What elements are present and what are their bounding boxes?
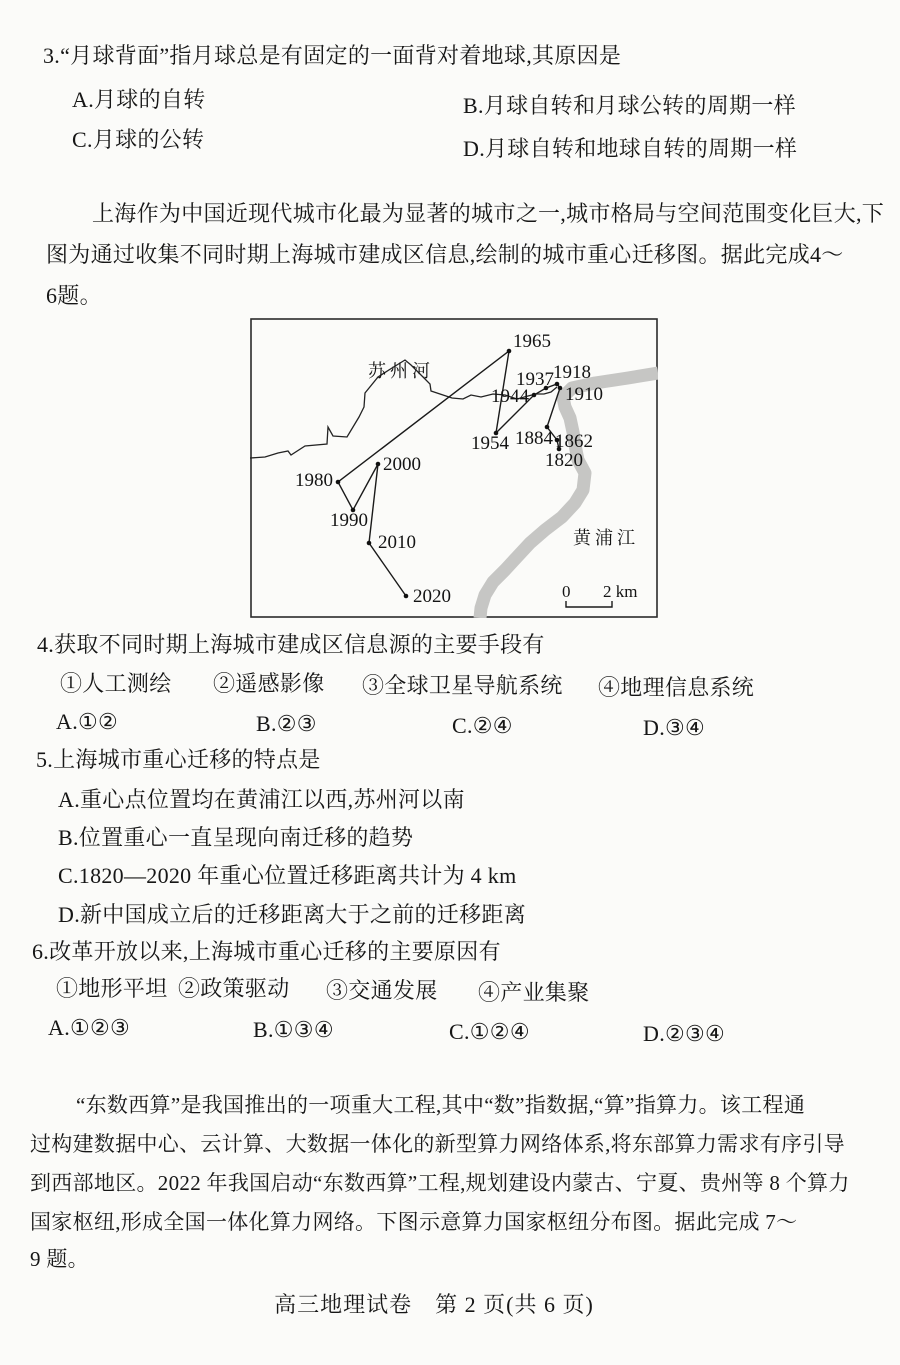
passage-computing-line-4: 国家枢纽,形成全国一体化算力网络。下图示意算力国家枢纽分布图。据此完成 7～: [30, 1210, 798, 1234]
q4-answer-a: A.①②: [56, 709, 119, 734]
map-border: [251, 319, 657, 617]
year-label-1910: 1910: [565, 384, 603, 405]
q4-answer-b: B.②③: [256, 711, 317, 736]
question-6-stem: 6.改革开放以来,上海城市重心迁移的主要原因有: [32, 939, 501, 964]
q6-item-4: ④产业集聚: [478, 980, 590, 1005]
question-3-stem: 3.“月球背面”指月球总是有固定的一面背对着地球,其原因是: [43, 43, 622, 68]
year-label-1965: 1965: [513, 331, 551, 352]
passage-computing-line-5: 9 题。: [30, 1247, 89, 1271]
scale-zero-label: 0: [562, 582, 571, 601]
question-5-stem: 5.上海城市重心迁移的特点是: [36, 747, 321, 772]
q3-option-b: B.月球自转和月球公转的周期一样: [463, 93, 796, 118]
question-4-stem: 4.获取不同时期上海城市建成区信息源的主要手段有: [37, 632, 545, 657]
q3-option-d: D.月球自转和地球自转的周期一样: [463, 136, 798, 161]
q6-answer-d: D.②③④: [643, 1021, 726, 1046]
map-figure: [250, 318, 658, 618]
year-label-1944: 1944: [491, 386, 529, 407]
passage-computing-line-1: “东数西算”是我国推出的一项重大工程,其中“数”指数据,“算”指算力。该工程通: [76, 1093, 806, 1117]
year-label-1980: 1980: [295, 470, 333, 491]
year-label-1937: 1937: [516, 369, 554, 390]
migration-point-2010: [367, 541, 372, 546]
q4-answer-c: C.②④: [452, 713, 513, 738]
migration-point-1965: [507, 349, 512, 354]
year-label-1918: 1918: [553, 362, 591, 383]
q6-answer-b: B.①③④: [253, 1017, 334, 1042]
q6-answer-a: A.①②③: [48, 1015, 131, 1040]
q3-option-a: A.月球的自转: [72, 87, 206, 112]
q6-item-3: ③交通发展: [326, 978, 438, 1003]
q6-item-2: ②政策驱动: [178, 976, 290, 1001]
year-label-1990: 1990: [330, 510, 368, 531]
migration-point-1910: [558, 386, 563, 391]
huangpu-river-label: 黄浦江: [573, 528, 639, 548]
q4-item-1: ①人工测绘: [60, 671, 172, 696]
passage-shanghai-line-3: 6题。: [46, 283, 102, 308]
year-label-1954: 1954: [471, 433, 509, 454]
passage-shanghai-line-2: 图为通过收集不同时期上海城市建成区信息,绘制的城市重心迁移图。据此完成4～: [46, 242, 844, 267]
footer-page-info: 高三地理试卷 第 2 页(共 6 页): [274, 1292, 594, 1317]
migration-point-1944: [532, 393, 537, 398]
suzhou-river-label: 苏州河: [368, 361, 434, 381]
year-label-2000: 2000: [383, 454, 421, 475]
migration-point-2020: [404, 594, 409, 599]
year-label-2010: 2010: [378, 532, 416, 553]
year-label-1862: 1862: [555, 431, 593, 452]
passage-computing-line-3: 到西部地区。2022 年我国启动“东数西算”工程,规划建设内蒙古、宁夏、贵州等 8 个算力: [30, 1171, 850, 1195]
year-label-1884: 1884: [515, 428, 553, 449]
q5-option-d: D.新中国成立后的迁移距离大于之前的迁移距离: [58, 902, 526, 927]
passage-computing-line-2: 过构建数据中心、云计算、大数据一体化的新型算力网络体系,将东部算力需求有序引导: [30, 1132, 845, 1156]
scale-bar: [566, 601, 612, 607]
migration-point-2000: [376, 462, 381, 467]
q4-answer-d: D.③④: [643, 715, 706, 740]
q4-item-2: ②遥感影像: [213, 671, 325, 696]
q4-item-3: ③全球卫星导航系统: [362, 673, 563, 698]
q6-answer-c: C.①②④: [449, 1019, 530, 1044]
year-label-2020: 2020: [413, 586, 451, 607]
q4-item-4: ④地理信息系统: [598, 675, 755, 700]
q5-option-a: A.重心点位置均在黄浦江以西,苏州河以南: [58, 787, 465, 812]
scale-km-label: 2 km: [603, 582, 638, 601]
migration-point-1980: [336, 480, 341, 485]
passage-shanghai-line-1: 上海作为中国近现代城市化最为显著的城市之一,城市格局与空间范围变化巨大,下: [92, 201, 885, 226]
q5-option-b: B.位置重心一直呈现向南迁移的趋势: [58, 825, 414, 850]
q5-option-c: C.1820—2020 年重心位置迁移距离共计为 4 km: [58, 863, 517, 888]
q6-item-1: ①地形平坦: [56, 976, 168, 1001]
q3-option-c: C.月球的公转: [72, 127, 205, 152]
migration-map: [250, 318, 658, 618]
year-label-1820: 1820: [545, 450, 583, 471]
